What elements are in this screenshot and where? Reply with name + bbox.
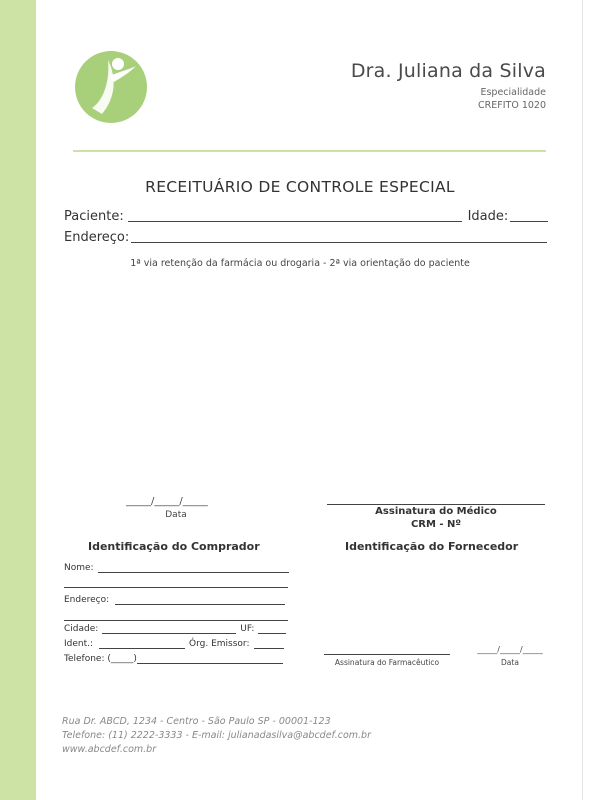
- buyer-city-field[interactable]: [102, 624, 236, 634]
- buyer-state-field[interactable]: [258, 624, 286, 634]
- buyer-name-extra-line[interactable]: [64, 587, 288, 588]
- buyer-issuer-label: Órg. Emissor:: [189, 639, 250, 649]
- buyer-address-label: Endereço:: [64, 595, 110, 605]
- footer-contact: Telefone: (11) 2222-3333 - E-mail: julianadasilva@abcdef.com.br: [62, 730, 371, 741]
- copies-note: 1ª via retenção da farmácia ou drogaria - 2ª via orientação do paciente: [130, 258, 470, 269]
- age-field[interactable]: [510, 208, 548, 222]
- buyer-address-field[interactable]: [115, 595, 285, 605]
- crm-label: CRM - Nº: [410, 519, 462, 530]
- buyer-name-field[interactable]: [98, 563, 289, 573]
- age-label: Idade:: [467, 209, 509, 224]
- buyer-phone-label: Telefone: (_____): [64, 654, 137, 664]
- buyer-address-row: [64, 595, 285, 605]
- buyer-name-label: Nome:: [64, 563, 94, 573]
- buyer-issuer-field[interactable]: [254, 639, 284, 649]
- buyer-id-row: [64, 639, 284, 649]
- address-label: Endereço:: [64, 230, 130, 245]
- patient-field[interactable]: [128, 208, 462, 222]
- header-divider: [73, 150, 546, 152]
- buyer-name-row: [64, 563, 289, 573]
- patient-row: [64, 208, 548, 224]
- supplier-date-label: Data: [501, 658, 519, 667]
- supplier-date-field[interactable]: _____/_____/_____: [477, 645, 543, 654]
- address-row: [64, 229, 548, 245]
- buyer-city-row: [64, 624, 286, 634]
- buyer-city-label: Cidade:: [64, 624, 99, 634]
- pharmacist-signature-label: Assinatura do Farmacêutico: [334, 658, 440, 667]
- footer-address: Rua Dr. ABCD, 1234 - Centro - São Paulo SP - 00001-123: [62, 716, 331, 727]
- buyer-id-label: Ident.:: [64, 639, 94, 649]
- buyer-phone-row: [64, 654, 283, 664]
- registration-number: CREFITO 1020: [478, 100, 546, 111]
- side-band: [0, 0, 36, 800]
- patient-label: Paciente:: [64, 209, 124, 224]
- buyer-address-extra-line[interactable]: [64, 620, 288, 621]
- footer-website: www.abcdef.com.br: [62, 744, 157, 755]
- date-field[interactable]: _____/_____/_____: [126, 496, 208, 507]
- address-field[interactable]: [131, 229, 547, 243]
- specialty: Especialidade: [480, 87, 546, 98]
- doctor-signature-line[interactable]: [327, 504, 545, 505]
- doctor-credentials: [478, 86, 546, 112]
- logo-icon: [74, 50, 148, 124]
- doctor-signature-label: Assinatura do Médico: [375, 506, 497, 517]
- supplier-heading: Identificação do Fornecedor: [345, 540, 519, 553]
- buyer-id-field[interactable]: [99, 639, 185, 649]
- buyer-state-label: UF:: [240, 624, 255, 634]
- pharmacist-signature-line[interactable]: [324, 654, 450, 655]
- buyer-heading: Identificação do Comprador: [88, 540, 260, 553]
- buyer-phone-field[interactable]: [137, 654, 283, 664]
- document-title: RECEITUÁRIO DE CONTROLE ESPECIAL: [145, 178, 455, 196]
- date-label: Data: [165, 510, 187, 520]
- doctor-name: Dra. Juliana da Silva: [350, 60, 546, 82]
